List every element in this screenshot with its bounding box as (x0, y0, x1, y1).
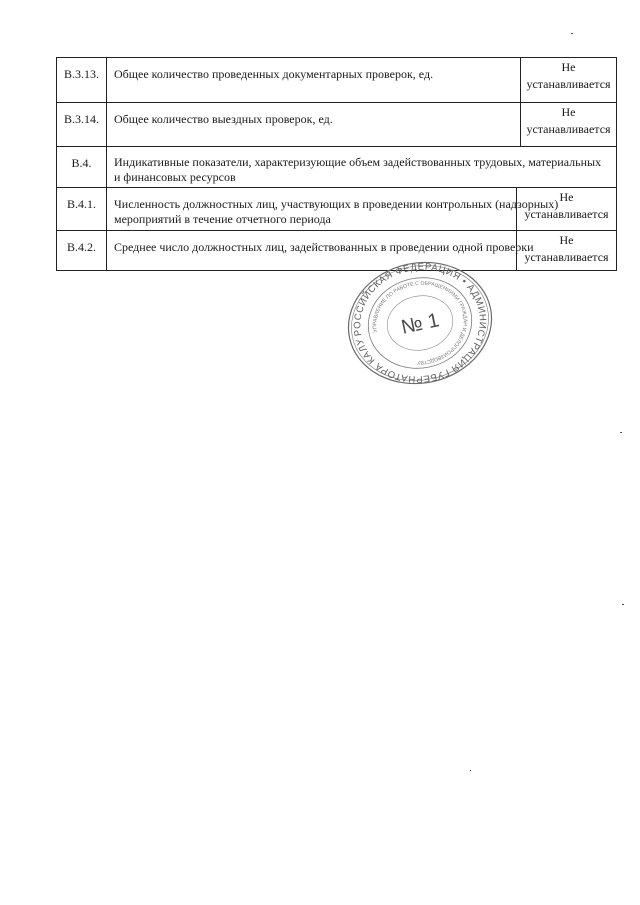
row-code: В.4.1. (56, 187, 106, 230)
value-line-1: Не (559, 233, 574, 247)
table-row (56, 230, 617, 271)
row-name: Общее количество выездных проверок, ед. (106, 102, 570, 146)
row-name: Среднее число должностных лиц, задействованных в проведении одной проверки (106, 230, 566, 271)
seal-inner-text: УПРАВЛЕНИЕ ПО РАБОТЕ С ОБРАЩЕНИЯМИ ГРАЖДАН И ДЕЛОПРОИЗВОДСТВУ (372, 280, 468, 366)
value-line-2: устанавливается (526, 122, 611, 136)
row-value (520, 102, 617, 146)
seal-number: № 1 (399, 309, 442, 339)
row-code: В.4. (56, 146, 106, 187)
row-name: Общее количество проведенных документарных проверок, ед. (106, 57, 570, 102)
seal-outer-text: РОССИЙСКАЯ ФЕДЕРАЦИЯ • АДМИНИСТРАЦИЯ ГУБЕРНАТОРА КАЛУЖСКОЙ (352, 261, 488, 385)
value-line-2: устанавливается (524, 207, 609, 221)
value-line-2: устанавливается (524, 250, 609, 264)
row-value (516, 187, 617, 230)
official-seal (345, 261, 495, 386)
value-line-1: Не (559, 190, 574, 204)
value-line-2: устанавливается (526, 77, 611, 91)
table-row (56, 187, 617, 230)
table-row (56, 146, 617, 187)
row-code: В.3.13. (56, 57, 106, 102)
table-row (56, 102, 617, 146)
value-line-1: Не (561, 105, 576, 119)
row-code: В.4.2. (56, 230, 106, 271)
row-name: Индикативные показатели, характеризующие объем задействованных трудовых, материальных и финансовых ресурсов (106, 146, 617, 187)
row-value (520, 57, 617, 102)
table-row (56, 57, 617, 102)
row-name: Численность должностных лиц, участвующих в проведении контрольных (надзорных) мероприятий в течение отчетного периода (106, 187, 566, 230)
value-line-1: Не (561, 60, 576, 74)
row-code: В.3.14. (56, 102, 106, 146)
row-value (516, 230, 617, 271)
